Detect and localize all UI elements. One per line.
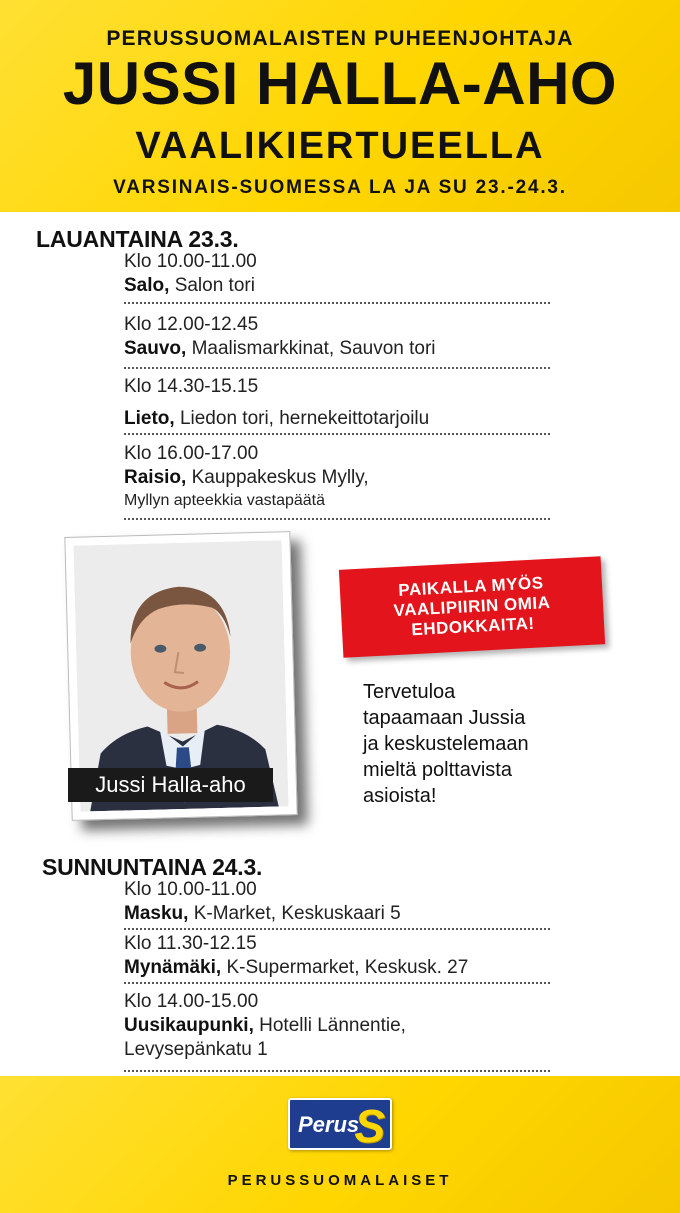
- event-extra: Myllyn apteekkia vastapäätä: [124, 492, 325, 509]
- welcome-line: asioista!: [363, 785, 437, 807]
- saturday-heading: LAUANTAINA 23.3.: [36, 226, 239, 252]
- event-time: Klo 12.00-12.45: [124, 314, 259, 335]
- header-name: JUSSI HALLA-AHO: [62, 50, 618, 117]
- event-salo: [124, 250, 550, 304]
- header-tour: VAALIKIERTUEELLA: [135, 125, 545, 167]
- party-logo: [288, 1098, 392, 1150]
- welcome-text: [363, 679, 603, 809]
- event-place: [124, 407, 550, 431]
- welcome-line: tapaamaan Jussia: [363, 707, 526, 729]
- event-time: Klo 14.30-15.15: [124, 376, 259, 397]
- event-town: Mynämäki,: [124, 957, 222, 978]
- header-region: VARSINAIS-SUOMESSA LA JA SU 23.-24.3.: [113, 177, 567, 198]
- event-time: Klo 10.00-11.00: [124, 879, 257, 900]
- event-location: Kauppakeskus Mylly,: [191, 467, 369, 488]
- sunday-heading: SUNNUNTAINA 24.3.: [42, 854, 263, 880]
- logo-wordmark: Perus: [298, 1112, 360, 1137]
- footer-banner: [0, 1076, 680, 1213]
- badge-line: EHDOKKAITA!: [410, 613, 536, 640]
- header-banner: [0, 0, 680, 212]
- welcome-line: ja keskustelemaan: [363, 733, 529, 755]
- event-mynamaki: [124, 932, 550, 984]
- event-raisio: [124, 442, 550, 520]
- event-town: Uusikaupunki,: [124, 1015, 254, 1036]
- event-time: Klo 11.30-12.15: [124, 933, 257, 954]
- event-masku: [124, 878, 550, 930]
- event-town: Masku,: [124, 903, 189, 924]
- event-town: Raisio,: [124, 467, 187, 488]
- event-extra: Levysepänkatu 1: [124, 1039, 268, 1060]
- event-location: K-Market, Keskuskaari 5: [193, 903, 401, 924]
- event-sauvo: [124, 313, 550, 369]
- event-place: [124, 956, 550, 980]
- event-place: [124, 466, 550, 490]
- event-location: K-Supermarket, Keskusk. 27: [226, 957, 469, 978]
- event-town: Salo,: [124, 275, 170, 296]
- event-town: Sauvo,: [124, 338, 187, 359]
- photo-caption: Jussi Halla-aho: [68, 768, 273, 802]
- event-town: Lieto,: [124, 408, 175, 429]
- event-time: Klo 14.00-15.00: [124, 991, 259, 1012]
- event-location: Salon tori: [174, 275, 255, 296]
- welcome-line: mieltä polttavista: [363, 759, 512, 781]
- event-place: [124, 902, 550, 926]
- event-time: Klo 16.00-17.00: [124, 443, 259, 464]
- event-uusikaupunki: [124, 990, 550, 1072]
- event-location: Liedon tori, hernekeittotarjoilu: [179, 408, 430, 429]
- event-place: [124, 337, 550, 361]
- event-location: Hotelli Lännentie,: [259, 1015, 406, 1036]
- event-place: [124, 274, 550, 298]
- badge-line: PAIKALLA MYÖS: [397, 573, 544, 600]
- event-location: Maalismarkkinat, Sauvon tori: [191, 338, 436, 359]
- event-time: Klo 10.00-11.00: [124, 251, 257, 272]
- badge-line: VAALIPIIRIN OMIA: [393, 592, 551, 621]
- candidates-badge: [339, 556, 605, 658]
- logo-s-mark: S: [354, 1100, 385, 1150]
- event-place: [124, 1014, 550, 1038]
- welcome-line: Tervetuloa: [363, 681, 456, 703]
- event-lieto: [124, 375, 550, 435]
- party-name: PERUSSUOMALAISET: [227, 1172, 453, 1189]
- header-subtitle: PERUSSUOMALAISTEN PUHEENJOHTAJA: [106, 27, 574, 50]
